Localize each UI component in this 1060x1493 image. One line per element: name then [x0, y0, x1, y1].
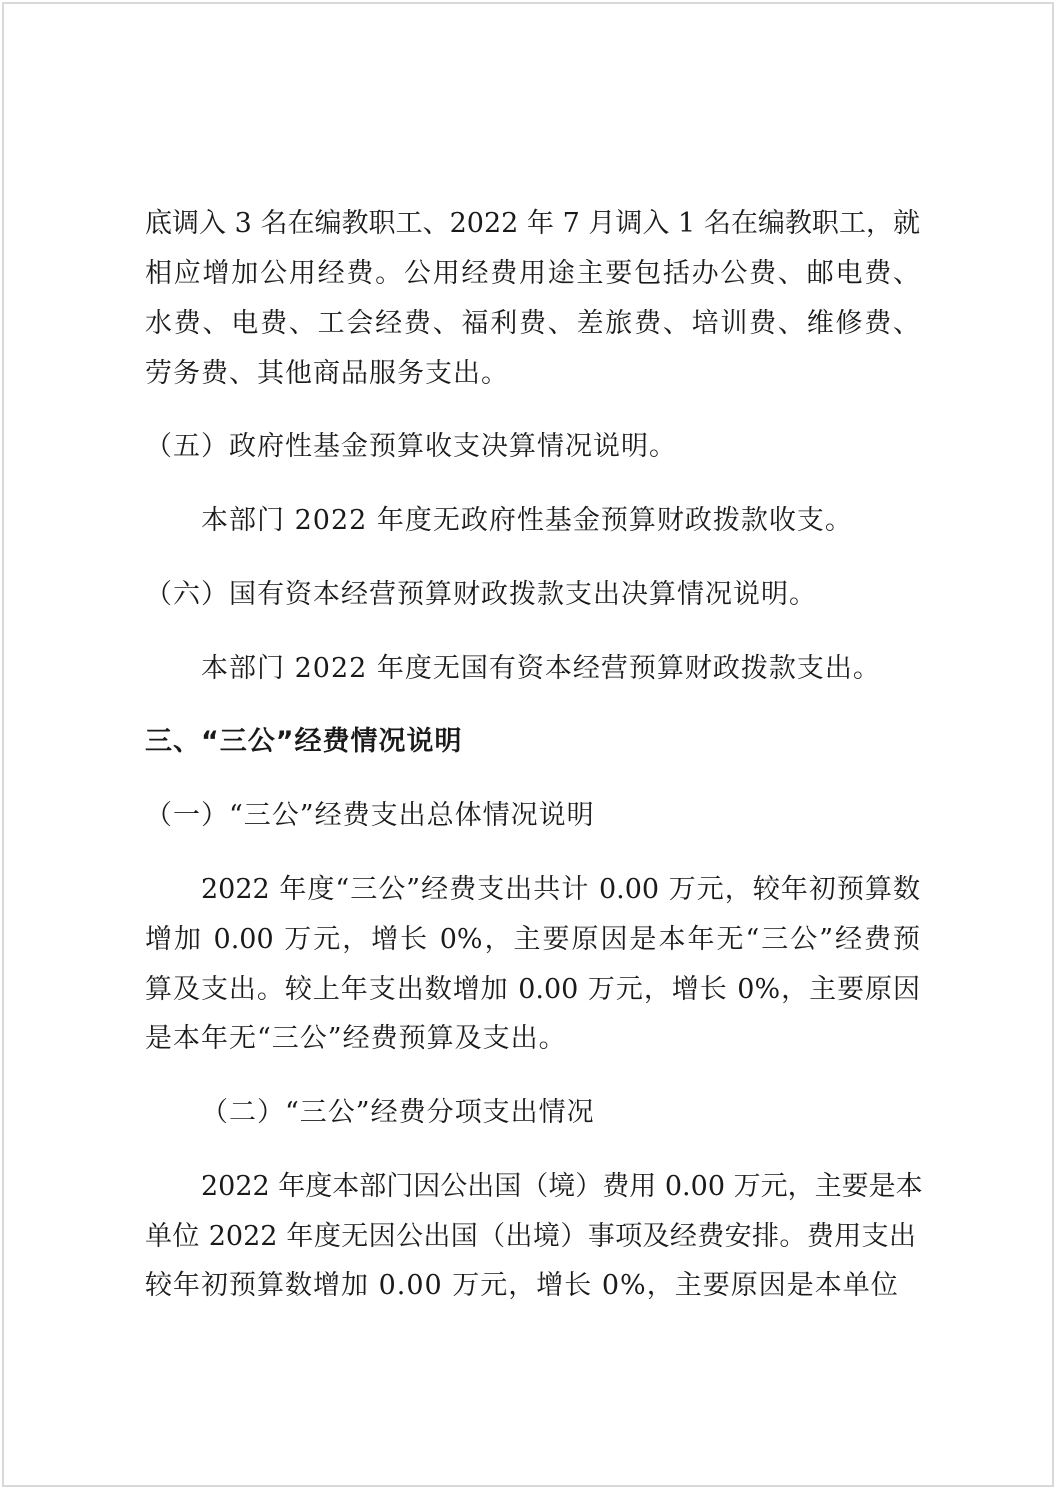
subsection-heading-1: （一）“三公”经费支出总体情况说明 [145, 800, 595, 831]
section-6-text: 本部门 2022 年度无国有资本经营预算财政拨款支出。 [201, 653, 881, 684]
subsection-1-line-3: 算及支出。较上年支出数增加 0.00 万元，增长 0%，主要原因 [145, 974, 920, 1005]
section-5-text: 本部门 2022 年度无政府性基金预算财政拨款收支。 [201, 505, 853, 536]
section-heading-5: （五）政府性基金预算收支决算情况说明。 [145, 431, 677, 462]
body-line-4: 劳务费、其他商品服务支出。 [145, 358, 509, 389]
subsection-2-line-2: 单位 2022 年度无因公出国（出境）事项及经费安排。费用支出 [145, 1221, 916, 1252]
subsection-1-line-4: 是本年无“三公”经费预算及支出。 [145, 1023, 567, 1054]
body-line-1: 底调入 3 名在编教职工、2022 年 7 月调入 1 名在编教职工，就 [145, 208, 920, 239]
body-line-3: 水费、电费、工会经费、福利费、差旅费、培训费、维修费、 [145, 308, 920, 339]
chapter-heading-3: 三、“三公”经费情况说明 [145, 726, 463, 757]
subsection-2-line-1: 2022 年度本部门因公出国（境）费用 0.00 万元，主要是本 [201, 1171, 923, 1202]
subsection-1-line-2: 增加 0.00 万元，增长 0%，主要原因是本年无“三公”经费预 [145, 924, 920, 955]
subsection-2-line-3: 较年初预算数增加 0.00 万元，增长 0%，主要原因是本单位 [145, 1270, 899, 1301]
body-line-2: 相应增加公用经费。公用经费用途主要包括办公费、邮电费、 [145, 258, 920, 289]
subsection-1-line-1: 2022 年度“三公”经费支出共计 0.00 万元，较年初预算数 [201, 874, 920, 905]
section-heading-6: （六）国有资本经营预算财政拨款支出决算情况说明。 [145, 579, 817, 610]
document-page [2, 2, 1054, 1487]
subsection-heading-2: （二）“三公”经费分项支出情况 [201, 1097, 595, 1128]
